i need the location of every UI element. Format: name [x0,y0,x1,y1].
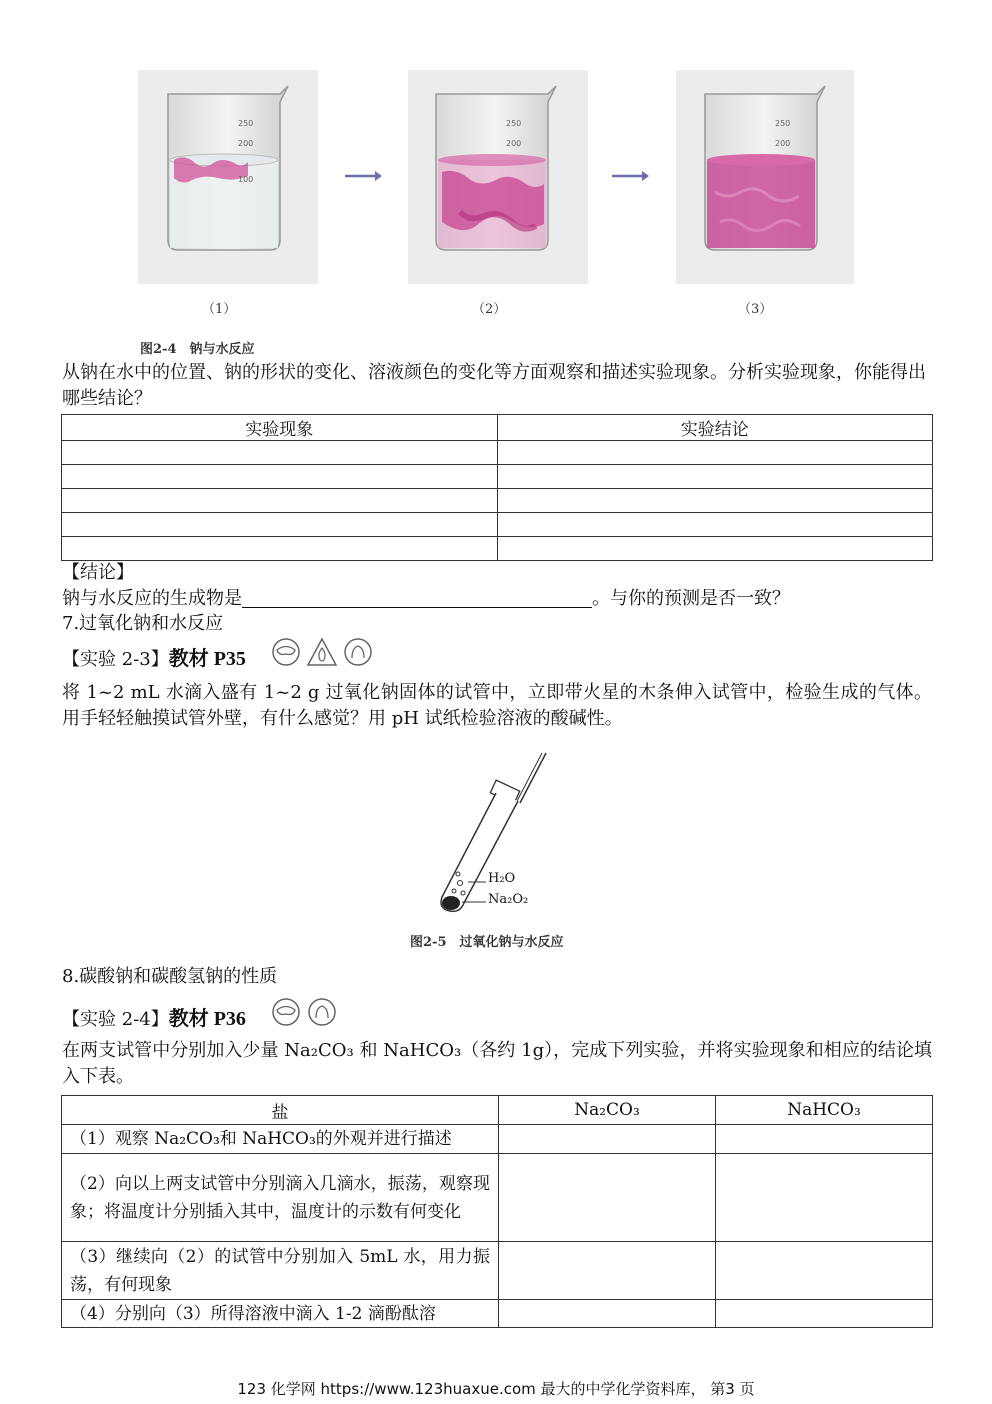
experiment-2-3-text: 将 1~2 mL 水滴入盛有 1~2 g 过氧化钠固体的试管中，立即带火星的木条伸入试管中，检验生成的气体。用手轻轻触摸试管外壁，有什么感觉？用 pH 试纸检验溶液的酸碱性。 [62,682,932,729]
goggles-icon [273,639,299,665]
svg-text:200: 200 [238,139,254,148]
conclusion-text-before: 钠与水反应的生成物是 [62,588,242,609]
procedure-cell: （2）向以上两支试管中分别滴入几滴水，振荡，观察现象；将温度计分别插入其中，温度计的示数有何变化 [62,1154,499,1242]
salt-properties-table [61,1095,933,1328]
table-row [62,489,933,513]
section-8-title: 8.碳酸钠和碳酸氢钠的性质 [62,966,278,987]
observation-table [61,414,933,561]
conclusion-line [62,586,932,612]
conclusion-title: 【结论】 [62,562,134,583]
arrow-2 [612,171,649,181]
figure-2-4 [130,62,860,362]
experiment-2-3-title: 教材 P35 [168,648,246,670]
table-row [62,1125,933,1154]
experiment-2-4-heading [62,1006,246,1033]
experiment-2-4-prefix: 【实验 2-4】 [62,1009,169,1030]
beaker-1 [168,86,288,250]
svg-text:250: 250 [238,119,254,128]
answer-cell[interactable] [716,1154,933,1242]
question-intro: 从钠在水中的位置、钠的形状的变化、溶液颜色的变化等方面观察和描述实验现象。分析实验现象，你能得出哪些结论？ [62,362,926,409]
answer-cell[interactable] [497,441,933,465]
answer-cell[interactable] [497,465,933,489]
table-header-row [62,1096,933,1125]
answer-cell[interactable] [499,1154,716,1242]
beaker-2 [436,86,556,250]
answer-cell[interactable] [499,1300,716,1328]
answer-cell[interactable] [716,1242,933,1300]
arrow-1 [345,171,382,181]
beaker-3 [705,86,825,250]
figure-label-1: （1） [202,302,237,317]
flame-warning-icon [308,639,336,665]
table-row [62,1242,933,1300]
procedure-cell: （1）观察 Na₂CO₃和 NaHCO₃的外观并进行描述 [62,1125,499,1154]
hand-wash-icon [309,999,335,1025]
header-na2co3: Na₂CO₃ [499,1096,716,1125]
conclusion-text-after: 。与你的预测是否一致？ [592,588,790,609]
figure-label-2: （2） [472,302,507,317]
safety-icons-2-4 [270,996,342,1032]
answer-cell[interactable] [62,465,498,489]
answer-cell[interactable] [62,441,498,465]
hand-wash-icon [345,639,371,665]
figure-label-3: （3） [738,302,773,317]
svg-text:250: 250 [506,119,522,128]
table-row [62,537,933,561]
page-footer: 123 化学网 https://www.123huaxue.com 最大的中学化学资料库， 第3 页 [237,1380,755,1398]
experiment-2-3-prefix: 【实验 2-3】 [62,649,169,670]
answer-cell[interactable] [497,537,933,561]
test-tube-illustration [400,745,600,915]
answer-cell[interactable] [62,489,498,513]
answer-cell[interactable] [499,1125,716,1154]
table-header-row [62,415,933,441]
answer-cell[interactable] [716,1300,933,1328]
svg-text:200: 200 [506,139,522,148]
figure-caption-2-4: 图2-4 钠与水反应 [140,342,255,357]
table-row [62,1300,933,1328]
header-nahco3: NaHCO₃ [716,1096,933,1125]
wooden-splint [520,753,546,803]
answer-cell[interactable] [62,537,498,561]
table-row [62,441,933,465]
svg-text:250: 250 [775,119,791,128]
conclusion-blank[interactable] [242,587,592,608]
header-phenomenon: 实验现象 [62,415,498,441]
answer-cell[interactable] [716,1125,933,1154]
section-7-title: 7.过氧化钠和水反应 [62,613,224,634]
svg-text:200: 200 [775,139,791,148]
safety-icons-2-3 [270,636,380,672]
procedure-cell: （4）分别向（3）所得溶液中滴入 1-2 滴酚酞溶 [62,1300,499,1328]
experiment-2-4-title: 教材 P36 [168,1008,246,1030]
header-conclusion: 实验结论 [497,415,933,441]
figure-2-5 [400,745,600,955]
na2o2-solid [442,896,460,910]
beaker-illustrations [130,62,860,362]
experiment-2-4-text: 在两支试管中分别加入少量 Na₂CO₃ 和 NaHCO₃（各约 1g），完成下列实验，并将实验现象和相应的结论填入下表。 [62,1040,932,1087]
table-row [62,1154,933,1242]
answer-cell[interactable] [62,513,498,537]
label-na2o2: Na₂O₂ [488,892,529,907]
header-salt: 盐 [62,1096,499,1125]
label-h2o: H₂O [488,871,516,886]
experiment-2-3-heading [62,646,246,673]
figure-caption-2-5: 图2-5 过氧化钠与水反应 [410,935,564,950]
table-row [62,513,933,537]
procedure-cell: （3）继续向（2）的试管中分别加入 5mL 水，用力振荡，有何现象 [62,1242,499,1300]
svg-text:100: 100 [238,175,254,184]
answer-cell[interactable] [497,513,933,537]
answer-cell[interactable] [499,1242,716,1300]
goggles-icon [273,999,299,1025]
table-row [62,465,933,489]
answer-cell[interactable] [497,489,933,513]
